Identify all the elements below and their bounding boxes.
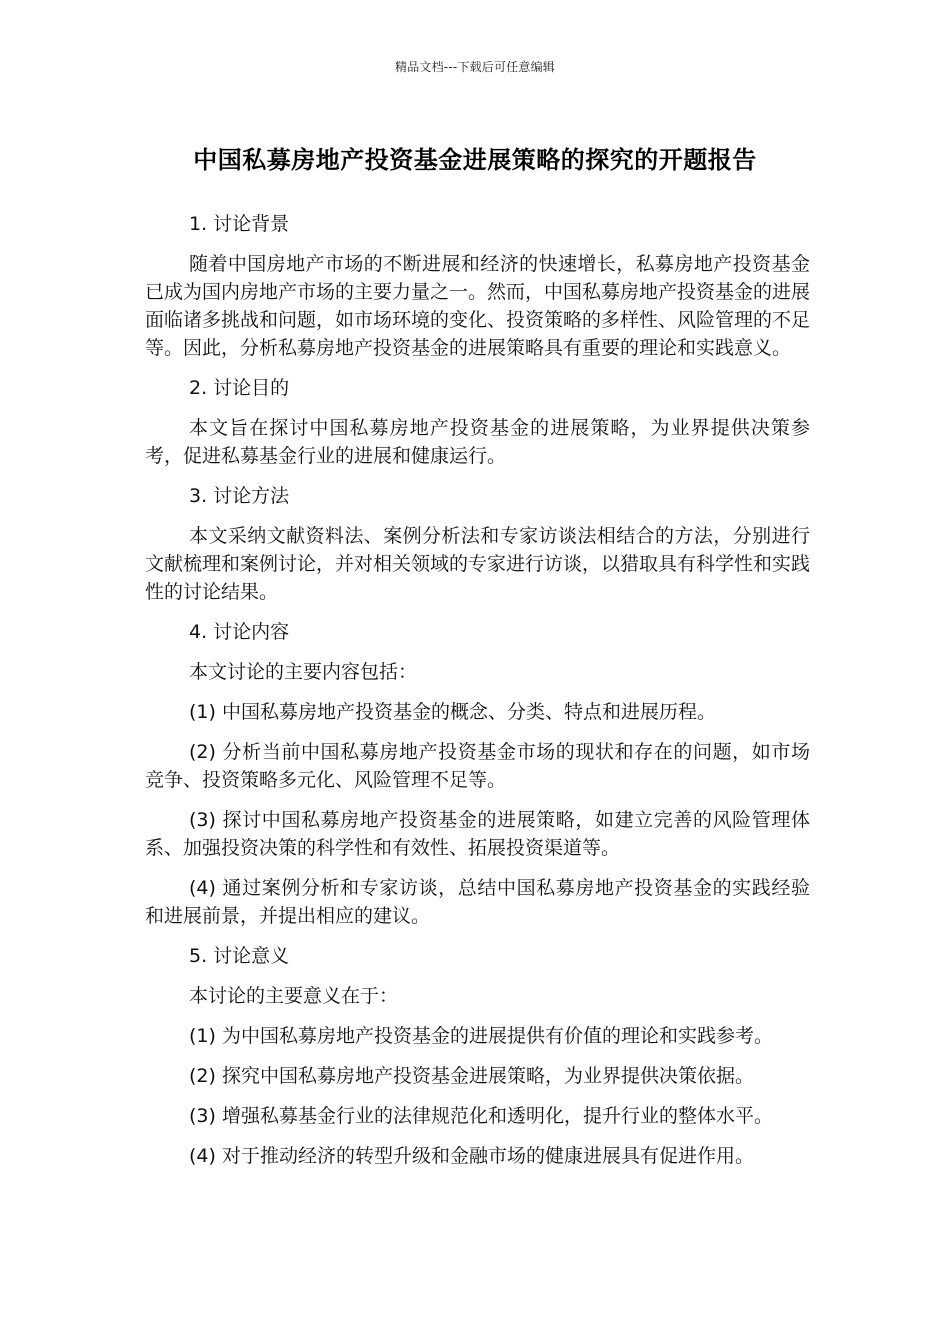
list-item: (4) 对于推动经济的转型升级和金融市场的健康进展具有促进作用。 [189, 1145, 754, 1167]
section-background [145, 210, 810, 362]
paragraph: 本文采纳文献资料法、案例分析法和专家访谈法相结合的方法，分别进行文献梳理和案例讨论，并对相关领域的专家进行访谈，以猎取具有科学性和实践性的讨论结果。 [145, 525, 811, 603]
section-content [145, 618, 810, 930]
section-significance [145, 942, 810, 1170]
paragraph: 随着中国房地产市场的不断进展和经济的快速增长，私募房地产投资基金已成为国内房地产市场的主要力量之一。然而，中国私募房地产投资基金的进展面临诸多挑战和问题，如市场环境的变化、投资策略的多样性、风险管理的不足等。因此，分析私募房地产投资基金的进展策略具有重要的理论和实践意义。 [145, 253, 811, 359]
section-heading: 1. 讨论背景 [189, 213, 290, 235]
list-item: (4) 通过案例分析和专家访谈，总结中国私募房地产投资基金的实践经验和进展前景，并提出相应的建议。 [145, 877, 810, 927]
document-body [145, 210, 810, 1182]
page-header: 精品文档---下载后可任意编辑 [395, 60, 555, 74]
paragraph: 本讨论的主要意义在于： [189, 985, 399, 1007]
section-heading: 4. 讨论内容 [189, 621, 290, 643]
section-purpose [145, 374, 810, 470]
list-item: (3) 增强私募基金行业的法律规范化和透明化，提升行业的整体水平。 [189, 1105, 773, 1127]
paragraph: 本文旨在探讨中国私募房地产投资基金的进展策略，为业界提供决策参考，促进私募基金行业的进展和健康运行。 [145, 417, 810, 467]
section-heading: 3. 讨论方法 [189, 485, 290, 507]
paragraph: 本文讨论的主要内容包括： [189, 661, 418, 683]
document-title: 中国私募房地产投资基金进展策略的探究的开题报告 [193, 146, 757, 174]
list-item: (1) 为中国私募房地产投资基金的进展提供有价值的理论和实践参考。 [189, 1025, 773, 1047]
section-heading: 2. 讨论目的 [189, 377, 290, 399]
section-heading: 5. 讨论意义 [189, 945, 290, 967]
list-item: (1) 中国私募房地产投资基金的概念、分类、特点和进展历程。 [189, 701, 716, 723]
list-item: (2) 分析当前中国私募房地产投资基金市场的现状和存在的问题，如市场竞争、投资策略多元化、风险管理不足等。 [145, 741, 810, 791]
list-item: (2) 探究中国私募房地产投资基金进展策略，为业界提供决策依据。 [189, 1065, 754, 1087]
list-item: (3) 探讨中国私募房地产投资基金的进展策略，如建立完善的风险管理体系、加强投资决策的科学性和有效性、拓展投资渠道等。 [145, 809, 810, 859]
section-method [145, 482, 810, 606]
